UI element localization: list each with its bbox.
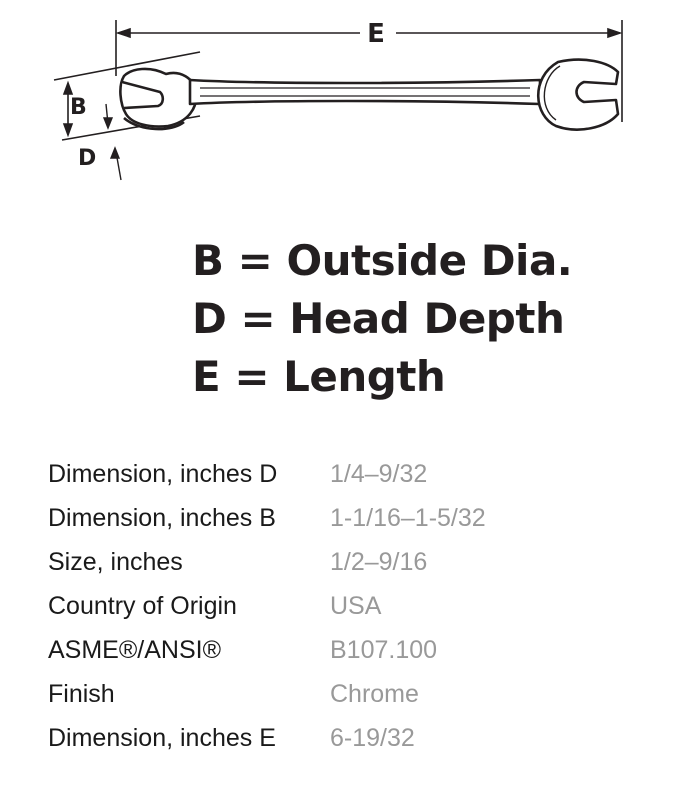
spec-value: USA [330, 591, 382, 620]
wrench-icon [120, 60, 618, 130]
spec-row-size [48, 540, 668, 584]
spec-label: ASME®/ANSI® [48, 635, 221, 664]
spec-row-dimension-e [48, 716, 668, 760]
legend-b: B = Outside Dia. [192, 236, 573, 285]
spec-row-dimension-d [48, 452, 668, 496]
wrench-diagram [0, 0, 696, 200]
spec-value: B107.100 [330, 635, 438, 664]
dimension-d [104, 104, 121, 180]
spec-value: 1/4–9/32 [330, 459, 428, 488]
legend-e: E = Length [192, 352, 446, 401]
label-e: E [367, 19, 385, 49]
spec-value: 6-19/32 [330, 723, 415, 752]
spec-label: Dimension, inches E [48, 723, 276, 752]
dimension-legend [192, 232, 572, 406]
spec-label: Country of Origin [48, 591, 237, 620]
legend-d: D = Head Depth [192, 294, 565, 343]
spec-row-dimension-b [48, 496, 668, 540]
spec-label: Dimension, inches D [48, 459, 278, 488]
spec-label: Dimension, inches B [48, 503, 276, 532]
spec-value: 1/2–9/16 [330, 547, 428, 576]
spec-label: Size, inches [48, 547, 183, 576]
label-b: B [70, 95, 87, 120]
spec-row-standard [48, 628, 668, 672]
spec-row-finish [48, 672, 668, 716]
spec-table [48, 452, 668, 760]
spec-value: Chrome [330, 679, 419, 708]
spec-value: 1-1/16–1-5/32 [330, 503, 486, 532]
spec-label: Finish [48, 679, 115, 708]
label-d: D [78, 146, 97, 171]
spec-row-country [48, 584, 668, 628]
